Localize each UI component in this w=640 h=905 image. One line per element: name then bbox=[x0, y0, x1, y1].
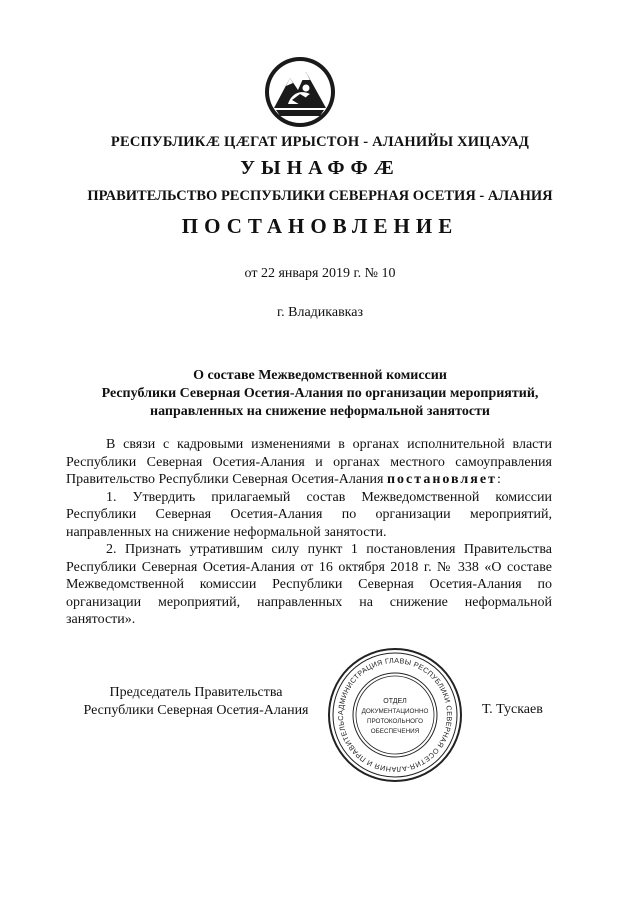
body-paragraph-item-1: 1. Утвердить прилагаемый состав Межведомственной комиссии Республики Северная Осетия-Алания по организации мероприятий, направленных на снижение неформальной занятости. bbox=[66, 489, 552, 540]
document-date-number: от 22 января 2019 г. № 10 bbox=[244, 266, 396, 281]
preamble-colon: : bbox=[496, 472, 501, 487]
seal-ring-text: АДМИНИСТРАЦИЯ ГЛАВЫ РЕСПУБЛИКИ СЕВЕРНАЯ ОСЕТИЯ-АЛАНИЯ И ПРАВИТЕЛЬС bbox=[335, 655, 455, 775]
official-seal-stamp bbox=[326, 646, 464, 784]
ossetian-government-name: РЕСПУБЛИКÆ ЦÆГАТ ИРЫСТОН - АЛАНИЙЫ ХИЦАУАД bbox=[110, 134, 530, 150]
russian-document-type: ПОСТАНОВЛЕНИЕ bbox=[181, 214, 459, 238]
title-line-1: О составе Межведомственной комиссии bbox=[193, 368, 447, 383]
title-line-3: направленных на снижение неформальной занятости bbox=[150, 404, 490, 419]
resolves-keyword: постановляет bbox=[386, 472, 497, 487]
svg-text:ДОКУМЕНТАЦИОННО: ДОКУМЕНТАЦИОННО bbox=[361, 708, 429, 715]
preamble-text: В связи с кадровыми изменениями в органах исполнительной власти Республики Северная Осетия-Алания и органах местного самоуправления Правительство Республики Северная Осетия-Алания bbox=[66, 437, 552, 487]
document-city: г. Владикавказ bbox=[276, 305, 364, 320]
svg-text:ОБЕСПЕЧЕНИЯ: ОБЕСПЕЧЕНИЯ bbox=[370, 728, 420, 735]
russian-government-name: ПРАВИТЕЛЬСТВО РЕСПУБЛИКИ СЕВЕРНАЯ ОСЕТИЯ - АЛАНИЯ bbox=[87, 188, 553, 204]
document-title bbox=[60, 367, 580, 421]
body-paragraph-item-2: 2. Признать утратившим силу пункт 1 постановления Правительства Республики Северная Осетия-Алания от 16 октября 2018 г. № 338 «О составе Межведомственной комиссии Республики Северная Осетия-Алания по организации мероприятий, направленных на снижение неформальной занятости». bbox=[66, 542, 552, 627]
signatory-position-line-1: Председатель Правительства bbox=[109, 685, 283, 700]
coat-of-arms-emblem bbox=[262, 54, 338, 130]
ossetian-document-type: УЫНАФФÆ bbox=[240, 157, 400, 179]
document-body bbox=[66, 436, 552, 629]
signatory-name: Т. Тускаев bbox=[482, 702, 543, 717]
svg-text:ОТДЕЛ: ОТДЕЛ bbox=[383, 698, 407, 705]
signatory-position-line-2: Республики Северная Осетия-Алания bbox=[83, 703, 309, 718]
signatory-position bbox=[66, 684, 326, 720]
title-line-2: Республики Северная Осетия-Алания по организации мероприятий, bbox=[101, 386, 539, 401]
svg-text:ПРОТОКОЛЬНОГО: ПРОТОКОЛЬНОГО bbox=[366, 718, 424, 725]
body-paragraph-preamble bbox=[66, 436, 552, 489]
